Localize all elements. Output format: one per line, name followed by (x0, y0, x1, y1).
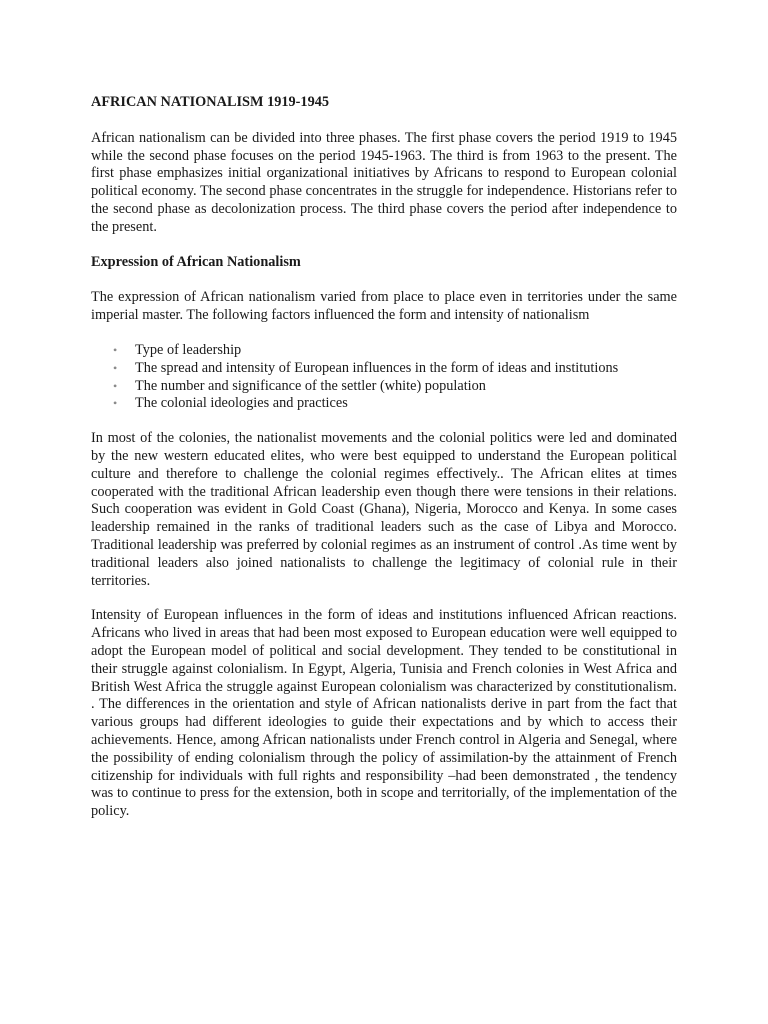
bullet-icon: • (113, 360, 118, 375)
influences-paragraph: Intensity of European influences in the form of ideas and institutions influenced African reactions. Africans who lived in areas that had been most exposed to European education were well equipped to adopt the European model of political and social development. They tended to be constitutional in their struggle against colonialism. In Egypt, Algeria, Tunisia and French colonies in West Africa and British West Africa the struggle against European colonialism was characterized by constitutionalism. . The differences in the orientation and style of African nationalists derive in part from the fact that various groups had different ideologies to guide their expectations and by which to access their achievements. Hence, among African nationalists under French control in Algeria and Senegal, where the possibility of ending colonialism through the policy of assimilation-by the attainment of French citizenship for individuals with full rights and responsibility –had been demonstrated , the tendency was to continue to press for the extension, both in scope and territorially, of the implementation of the policy. (91, 607, 677, 820)
list-item (113, 341, 677, 360)
factors-list (91, 342, 677, 413)
intro-paragraph: African nationalism can be divided into three phases. The first phase covers the period 1919 to 1945 while the second phase focuses on the period 1945-1963. The third is from 1963 to the present. The first phase emphasizes initial organizational initiatives by Africans to respond to European colonial political economy. The second phase concentrates in the struggle for independence. Historians refer to the second phase as decolonization process. The third phase covers the period after independence to the present. (91, 129, 677, 235)
section-heading: Expression of African Nationalism (91, 253, 301, 270)
leadership-paragraph: In most of the colonies, the nationalist movements and the colonial politics were led and dominated by the new western educated elites, who were best equipped to understand the European political culture and therefore to challenge the colonial regimes effectively.. The African elites at times cooperated with the traditional African leadership even though there were tensions in their relations. Such cooperation was evident in Gold Coast (Ghana), Nigeria, Morocco and Kenya. In some cases leadership remained in the ranks of traditional leaders such as the case of Libya and Morocco. Traditional leadership was preferred by colonial regimes as an instrument of control .As time went by traditional leaders also joined nationalists to challenge the legitimacy of colonial rule in their territories. (91, 430, 677, 589)
list-item-text: The colonial ideologies and practices (135, 395, 348, 412)
bullet-icon: • (113, 378, 118, 393)
document-page (91, 94, 677, 838)
section-intro-paragraph: The expression of African nationalism varied from place to place even in territories under the same imperial master. The following factors influenced the form and intensity of nationalism (91, 289, 677, 324)
list-item (113, 359, 677, 378)
bullet-icon: • (113, 342, 118, 357)
list-item (113, 377, 677, 396)
list-item-text: The spread and intensity of European influences in the form of ideas and institutions (135, 359, 619, 376)
list-item (113, 395, 677, 413)
list-item-text: Type of leadership (135, 341, 242, 358)
document-title: AFRICAN NATIONALISM 1919-1945 (91, 94, 330, 110)
bullet-icon: • (113, 396, 118, 411)
list-item-text: The number and significance of the settler (white) population (135, 377, 486, 394)
